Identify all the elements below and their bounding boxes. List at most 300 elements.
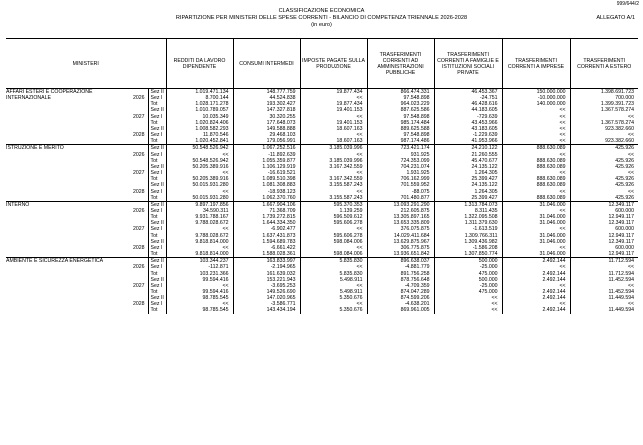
value-cell: 723.421.174 bbox=[367, 145, 434, 152]
value-cell: 44.183.605 bbox=[434, 107, 502, 113]
section-type: Sez I bbox=[148, 114, 166, 120]
value-cell: 43.453.966 bbox=[434, 120, 502, 126]
value-cell: 212.605.875 bbox=[367, 208, 434, 214]
section-type: Sez I bbox=[148, 132, 166, 138]
value-cell: 193.302.427 bbox=[233, 101, 300, 107]
allegato-label: ALLEGATO A/1 bbox=[596, 15, 635, 21]
value-cell: 50.548.526.942 bbox=[166, 145, 233, 152]
value-cell: 45.470.677 bbox=[434, 158, 502, 164]
value-cell: << bbox=[570, 152, 638, 158]
value-cell: 2.492.144 bbox=[502, 258, 570, 265]
value-cell: 701.559.952 bbox=[367, 182, 434, 188]
section-type: Sez I bbox=[148, 189, 166, 195]
value-cell: 10.035.349 bbox=[166, 114, 233, 120]
budget-table bbox=[6, 38, 638, 314]
value-cell: -4.881.779 bbox=[367, 264, 434, 270]
value-cell: -4.709.359 bbox=[367, 283, 434, 289]
section-type: Sez II bbox=[148, 164, 166, 170]
section-type: Sez I bbox=[148, 226, 166, 232]
value-cell: << bbox=[166, 226, 233, 232]
value-cell: 24.135.122 bbox=[434, 182, 502, 188]
value-cell: 1.588.028.361 bbox=[233, 251, 300, 258]
ministry-spacer bbox=[6, 195, 130, 202]
value-cell: 425.926 bbox=[570, 145, 638, 152]
value-cell: 425.926 bbox=[570, 158, 638, 164]
year-cell: 2026 bbox=[132, 264, 145, 271]
value-cell: 1.062.370.760 bbox=[233, 195, 300, 202]
year-cell bbox=[130, 258, 148, 265]
header-redditi: REDDITI DA LAVORO DIPENDENTE bbox=[166, 39, 233, 89]
value-cell: -25.000 bbox=[434, 264, 502, 270]
value-cell: 1.313.784.073 bbox=[434, 201, 502, 208]
value-cell: 2.492.144 bbox=[502, 289, 570, 295]
section-type: Sez II bbox=[148, 258, 166, 265]
value-cell: 24.135.122 bbox=[434, 164, 502, 170]
value-cell: 1.739.272.815 bbox=[233, 214, 300, 220]
section-type: Tot bbox=[148, 138, 166, 145]
section-type: Sez II bbox=[148, 277, 166, 283]
value-cell: 1.055.359.877 bbox=[233, 158, 300, 164]
value-cell: 724.353.099 bbox=[367, 158, 434, 164]
section-type: Sez II bbox=[148, 107, 166, 113]
value-cell: << bbox=[502, 114, 570, 120]
value-cell: << bbox=[300, 152, 367, 158]
table-row bbox=[6, 89, 638, 96]
value-cell: 1.264.305 bbox=[434, 189, 502, 195]
header-ministeri: MINISTERI bbox=[6, 39, 166, 89]
value-cell: << bbox=[300, 132, 367, 138]
value-cell: 1.311.379.630 bbox=[434, 220, 502, 226]
year-cell: 2028 bbox=[132, 132, 145, 139]
section-type: Sez I bbox=[148, 208, 166, 214]
value-cell: 888.630.089 bbox=[502, 164, 570, 170]
value-cell: -18.938.123 bbox=[233, 189, 300, 195]
value-cell: << bbox=[502, 126, 570, 132]
value-cell: 1.028.171.278 bbox=[166, 101, 233, 107]
value-cell: 140.000.000 bbox=[502, 101, 570, 107]
value-cell: 50.205.389.916 bbox=[166, 164, 233, 170]
value-cell: << bbox=[300, 95, 367, 101]
value-cell: 19.401.153 bbox=[300, 107, 367, 113]
value-cell: 143.434.194 bbox=[233, 307, 300, 313]
value-cell: 12.949.117 bbox=[570, 233, 638, 239]
header-trasferimenti-amministrazioni: TRASFERIMENTI CORRENTI AD AMMINISTRAZIONI PUBBLICHE bbox=[367, 39, 434, 89]
header-imposte: IMPOSTE PAGATE SULLA PRODUZIONE bbox=[300, 39, 367, 89]
value-cell: << bbox=[502, 226, 570, 232]
value-cell: 5.498.911 bbox=[300, 277, 367, 283]
ministry-name: AMBIENTE E SICUREZZA ENERGETICA bbox=[6, 258, 130, 271]
value-cell: 31.046.000 bbox=[502, 214, 570, 220]
value-cell: 150.000.000 bbox=[502, 89, 570, 96]
section-type: Sez I bbox=[148, 152, 166, 158]
value-cell: 1.309.766.311 bbox=[434, 233, 502, 239]
value-cell: 50.548.526.942 bbox=[166, 158, 233, 164]
value-cell: 425.926 bbox=[570, 195, 638, 202]
value-cell: 985.174.484 bbox=[367, 120, 434, 126]
section-type: Sez I bbox=[148, 170, 166, 176]
value-cell: 31.046.000 bbox=[502, 251, 570, 258]
value-cell: 19.401.153 bbox=[300, 120, 367, 126]
value-cell: << bbox=[502, 138, 570, 145]
section-type: Sez I bbox=[148, 245, 166, 251]
value-cell: 3.167.342.559 bbox=[300, 176, 367, 182]
value-cell: 1.307.850.774 bbox=[434, 251, 502, 258]
section-type: Sez II bbox=[148, 182, 166, 188]
value-cell: 98.785.545 bbox=[166, 307, 233, 313]
value-cell: 8.311.435 bbox=[434, 208, 502, 214]
value-cell: << bbox=[300, 170, 367, 176]
value-cell: 12.349.117 bbox=[570, 201, 638, 208]
value-cell: -3.695.253 bbox=[233, 283, 300, 289]
value-cell: 21.260.555 bbox=[434, 152, 502, 158]
year-cell bbox=[130, 145, 148, 152]
value-cell: 25.399.427 bbox=[434, 195, 502, 202]
value-cell: 11.449.594 bbox=[570, 307, 638, 313]
table-row bbox=[6, 138, 638, 145]
value-cell: << bbox=[570, 264, 638, 270]
year-cell: 2026 bbox=[132, 207, 145, 214]
value-cell: 1.020.452.841 bbox=[166, 138, 233, 145]
value-cell: 1.399.391.723 bbox=[570, 101, 638, 107]
value-cell: 11.712.594 bbox=[570, 258, 638, 265]
section-type: Sez II bbox=[148, 239, 166, 245]
value-cell: 99.594.416 bbox=[166, 277, 233, 283]
table-row bbox=[6, 195, 638, 202]
value-cell: 598.084.006 bbox=[300, 239, 367, 245]
value-cell: 12.949.117 bbox=[570, 214, 638, 220]
section-type: Sez II bbox=[148, 89, 166, 96]
value-cell: 9.818.814.000 bbox=[166, 239, 233, 245]
header-trasferimenti-famiglie: TRASFERIMENTI CORRENTI A FAMIGLIE E ISTITUZIONI SOCIALI PRIVATE bbox=[434, 39, 502, 89]
value-cell: << bbox=[434, 295, 502, 301]
section-type: Sez I bbox=[148, 95, 166, 101]
value-cell: 500.000 bbox=[434, 277, 502, 283]
value-cell: 595.606.278 bbox=[300, 220, 367, 226]
value-cell: 1.106.129.919 bbox=[233, 164, 300, 170]
value-cell: -88.075 bbox=[367, 189, 434, 195]
value-cell: << bbox=[570, 114, 638, 120]
value-cell: 701.480.877 bbox=[367, 195, 434, 202]
value-cell: 888.630.089 bbox=[502, 195, 570, 202]
value-cell: -10.000.000 bbox=[502, 95, 570, 101]
value-cell: -25.000 bbox=[434, 283, 502, 289]
value-cell: 425.926 bbox=[570, 182, 638, 188]
value-cell: 891.756.258 bbox=[367, 271, 434, 277]
value-cell: << bbox=[570, 132, 638, 138]
value-cell: 2.492.144 bbox=[502, 271, 570, 277]
section-type: Sez II bbox=[148, 220, 166, 226]
value-cell: << bbox=[300, 189, 367, 195]
value-cell: << bbox=[570, 283, 638, 289]
value-cell: 24.210.122 bbox=[434, 145, 502, 152]
header-consumi: CONSUMI INTERMEDI bbox=[233, 39, 300, 89]
value-cell: 19.877.434 bbox=[300, 89, 367, 96]
year-cell bbox=[130, 307, 148, 313]
value-cell: << bbox=[502, 170, 570, 176]
value-cell: 12.949.117 bbox=[570, 251, 638, 258]
value-cell: 46.428.616 bbox=[434, 101, 502, 107]
value-cell: << bbox=[166, 189, 233, 195]
value-cell: 3.155.587.243 bbox=[300, 195, 367, 202]
value-cell: 149.588.888 bbox=[233, 126, 300, 132]
section-type: Sez I bbox=[148, 301, 166, 307]
value-cell: << bbox=[300, 283, 367, 289]
value-cell: 161.639.032 bbox=[233, 271, 300, 277]
value-cell: 3.185.039.996 bbox=[300, 145, 367, 152]
ministry-spacer bbox=[6, 307, 130, 313]
value-cell: 31.046.000 bbox=[502, 201, 570, 208]
value-cell: 596.509.612 bbox=[300, 214, 367, 220]
section-type: Sez I bbox=[148, 264, 166, 270]
value-cell: << bbox=[166, 170, 233, 176]
value-cell: 5.835.830 bbox=[300, 271, 367, 277]
value-cell: 964.023.229 bbox=[367, 101, 434, 107]
section-type: Tot bbox=[148, 158, 166, 164]
section-type: Sez II bbox=[148, 201, 166, 208]
document-title: CLASSIFICAZIONE ECONOMICA bbox=[278, 8, 365, 14]
value-cell: << bbox=[502, 152, 570, 158]
section-type: Tot bbox=[148, 307, 166, 313]
value-cell: 31.046.000 bbox=[502, 239, 570, 245]
table-body bbox=[6, 89, 638, 314]
value-cell: 923.382.660 bbox=[570, 138, 638, 145]
value-cell: 1.322.095.508 bbox=[434, 214, 502, 220]
value-cell: << bbox=[570, 170, 638, 176]
value-cell: -2.194.965 bbox=[233, 264, 300, 270]
value-cell: 147.020.965 bbox=[233, 295, 300, 301]
year-cell: 2027 bbox=[132, 226, 145, 233]
year-cell: 2026 bbox=[132, 95, 145, 102]
value-cell: << bbox=[300, 301, 367, 307]
value-cell: -4.638.201 bbox=[367, 301, 434, 307]
value-cell: 1.367.578.274 bbox=[570, 107, 638, 113]
value-cell: 148.777.759 bbox=[233, 89, 300, 96]
value-cell: 18.607.163 bbox=[300, 138, 367, 145]
value-cell: 376.075.875 bbox=[367, 226, 434, 232]
header-row bbox=[6, 39, 638, 89]
value-cell: 46.453.367 bbox=[434, 89, 502, 96]
value-cell: 71.368.709 bbox=[233, 208, 300, 214]
value-cell: << bbox=[300, 114, 367, 120]
year-cell bbox=[130, 201, 148, 208]
value-cell: 888.630.089 bbox=[502, 182, 570, 188]
ministry-spacer bbox=[6, 138, 130, 145]
value-cell: -729.639 bbox=[434, 114, 502, 120]
value-cell: 9.931.788.167 bbox=[166, 214, 233, 220]
value-cell: 11.712.594 bbox=[570, 271, 638, 277]
value-cell: 11.452.594 bbox=[570, 277, 638, 283]
value-cell: 425.926 bbox=[570, 164, 638, 170]
value-cell: 987.174.486 bbox=[367, 138, 434, 145]
value-cell: 2.492.144 bbox=[502, 307, 570, 313]
value-cell: 874.047.289 bbox=[367, 289, 434, 295]
year-cell: 2028 bbox=[132, 188, 145, 195]
value-cell: -1.613.519 bbox=[434, 226, 502, 232]
value-cell: 706.162.999 bbox=[367, 176, 434, 182]
value-cell: 179.056.991 bbox=[233, 138, 300, 145]
value-cell: 878.756.648 bbox=[367, 277, 434, 283]
year-cell: 2027 bbox=[132, 170, 145, 177]
value-cell: 13.936.651.842 bbox=[367, 251, 434, 258]
value-cell: 103.231.366 bbox=[166, 271, 233, 277]
value-cell: 8.700.144 bbox=[166, 95, 233, 101]
value-cell: 25.399.427 bbox=[434, 176, 502, 182]
value-cell: 600.000 bbox=[570, 226, 638, 232]
value-cell: -6.902.477 bbox=[233, 226, 300, 232]
value-cell: 14.029.411.684 bbox=[367, 233, 434, 239]
section-type: Tot bbox=[148, 101, 166, 107]
value-cell: 13.305.897.165 bbox=[367, 214, 434, 220]
value-cell: 9.897.197.856 bbox=[166, 201, 233, 208]
value-cell: << bbox=[502, 283, 570, 289]
value-cell: << bbox=[570, 301, 638, 307]
value-cell: 888.630.089 bbox=[502, 158, 570, 164]
value-cell: 5.350.676 bbox=[300, 295, 367, 301]
value-cell: << bbox=[502, 189, 570, 195]
value-cell: 306.775.875 bbox=[367, 245, 434, 251]
value-cell: -1.229.639 bbox=[434, 132, 502, 138]
header-trasferimenti-estero: TRASFERIMENTI CORRENTI A ESTERO bbox=[570, 39, 638, 89]
value-cell: 874.599.206 bbox=[367, 295, 434, 301]
year-cell: 2027 bbox=[132, 282, 145, 289]
value-cell: << bbox=[300, 226, 367, 232]
value-cell: << bbox=[300, 264, 367, 270]
value-cell: 1.089.510.398 bbox=[233, 176, 300, 182]
value-cell: 103.344.237 bbox=[166, 258, 233, 265]
section-type: Sez I bbox=[148, 283, 166, 289]
value-cell: 153.221.943 bbox=[233, 277, 300, 283]
value-cell: 30.320.255 bbox=[233, 114, 300, 120]
value-cell: << bbox=[502, 120, 570, 126]
value-cell: 866.474.331 bbox=[367, 89, 434, 96]
value-cell: -112.871 bbox=[166, 264, 233, 270]
section-type: Tot bbox=[148, 289, 166, 295]
section-type: Tot bbox=[148, 214, 166, 220]
value-cell: 44.524.838 bbox=[233, 95, 300, 101]
value-cell: 12.349.117 bbox=[570, 239, 638, 245]
value-cell: 12.349.117 bbox=[570, 220, 638, 226]
value-cell: 931.925 bbox=[367, 152, 434, 158]
value-cell: 97.548.898 bbox=[367, 95, 434, 101]
value-cell: -24.751 bbox=[434, 95, 502, 101]
ministry-spacer bbox=[6, 251, 130, 258]
value-cell: 888.630.089 bbox=[502, 176, 570, 182]
value-cell: 11.449.594 bbox=[570, 295, 638, 301]
year-cell bbox=[130, 195, 148, 202]
year-cell: 2028 bbox=[132, 244, 145, 251]
value-cell: 1.020.824.406 bbox=[166, 120, 233, 126]
value-cell: 11.452.594 bbox=[570, 289, 638, 295]
value-cell: 2.492.144 bbox=[502, 295, 570, 301]
value-cell: 1.644.334.350 bbox=[233, 220, 300, 226]
value-cell: 98.785.545 bbox=[166, 295, 233, 301]
header-trasferimenti-imprese: TRASFERIMENTI CORRENTI A IMPRESE bbox=[502, 39, 570, 89]
value-cell: << bbox=[502, 107, 570, 113]
value-cell: 3.167.342.559 bbox=[300, 164, 367, 170]
ministry-name: INTERNO bbox=[6, 201, 130, 214]
value-cell: << bbox=[502, 132, 570, 138]
value-cell: 50.205.389.916 bbox=[166, 176, 233, 182]
value-cell: 500.000 bbox=[434, 258, 502, 265]
year-cell bbox=[130, 89, 148, 96]
value-cell: 1.139.259 bbox=[300, 208, 367, 214]
section-type: Sez II bbox=[148, 145, 166, 152]
value-cell: << bbox=[166, 301, 233, 307]
table-row bbox=[6, 251, 638, 258]
value-cell: 50.015.931.280 bbox=[166, 195, 233, 202]
value-cell: 600.000 bbox=[570, 208, 638, 214]
value-cell: 177.648.073 bbox=[233, 120, 300, 126]
value-cell: 425.926 bbox=[570, 176, 638, 182]
value-cell: 704.231.074 bbox=[367, 164, 434, 170]
value-cell: << bbox=[570, 189, 638, 195]
unit-note: (in euro) bbox=[311, 22, 332, 28]
value-cell: 13.629.875.967 bbox=[367, 239, 434, 245]
value-cell: 9.818.814.000 bbox=[166, 251, 233, 258]
value-cell: 889.625.588 bbox=[367, 126, 434, 132]
table-row bbox=[6, 201, 638, 208]
value-cell: 97.548.898 bbox=[367, 132, 434, 138]
value-cell: 1.667.904.106 bbox=[233, 201, 300, 208]
ministry-name: ISTRUZIONE E MERITO bbox=[6, 145, 130, 158]
value-cell: 147.327.818 bbox=[233, 107, 300, 113]
value-cell: 888.630.089 bbox=[502, 145, 570, 152]
value-cell: << bbox=[300, 245, 367, 251]
value-cell: << bbox=[166, 283, 233, 289]
ministry-name: AFFARI ESTERI E COOPERAZIONE INTERNAZIONALE bbox=[6, 89, 93, 102]
value-cell: 34.590.311 bbox=[166, 208, 233, 214]
value-cell: 41.953.966 bbox=[434, 138, 502, 145]
value-cell: 31.046.000 bbox=[502, 233, 570, 239]
year-cell: 2027 bbox=[132, 113, 145, 120]
value-cell: 598.084.006 bbox=[300, 251, 367, 258]
section-type: Sez II bbox=[148, 126, 166, 132]
value-cell: << bbox=[502, 301, 570, 307]
section-type: Tot bbox=[148, 195, 166, 202]
value-cell: 29.468.103 bbox=[233, 132, 300, 138]
value-cell: 1.398.691.723 bbox=[570, 89, 638, 96]
value-cell: 595.606.278 bbox=[300, 233, 367, 239]
value-cell: 97.548.898 bbox=[367, 114, 434, 120]
value-cell: 700.000 bbox=[570, 95, 638, 101]
value-cell: << bbox=[166, 245, 233, 251]
section-type: Tot bbox=[148, 120, 166, 126]
value-cell: 1.008.582.293 bbox=[166, 126, 233, 132]
value-cell: 5.835.830 bbox=[300, 258, 367, 265]
value-cell: 149.526.690 bbox=[233, 289, 300, 295]
value-cell: 50.015.931.280 bbox=[166, 182, 233, 188]
value-cell: 163.833.997 bbox=[233, 258, 300, 265]
table-row bbox=[6, 307, 638, 313]
value-cell: << bbox=[502, 264, 570, 270]
value-cell: 5.350.676 bbox=[300, 307, 367, 313]
value-cell: 2.492.144 bbox=[502, 277, 570, 283]
value-cell: 923.382.660 bbox=[570, 126, 638, 132]
value-cell: << bbox=[434, 307, 502, 313]
value-cell: 1.594.689.783 bbox=[233, 239, 300, 245]
table-row bbox=[6, 258, 638, 265]
value-cell: -1.586.208 bbox=[434, 245, 502, 251]
section-type: Sez II bbox=[148, 295, 166, 301]
value-cell: << bbox=[166, 152, 233, 158]
value-cell: -16.619.521 bbox=[233, 170, 300, 176]
value-cell: -6.661.422 bbox=[233, 245, 300, 251]
year-cell bbox=[130, 251, 148, 258]
value-cell: 595.370.353 bbox=[300, 201, 367, 208]
value-cell: 600.000 bbox=[570, 245, 638, 251]
value-cell: 1.367.578.274 bbox=[570, 120, 638, 126]
value-cell: 1.637.431.873 bbox=[233, 233, 300, 239]
